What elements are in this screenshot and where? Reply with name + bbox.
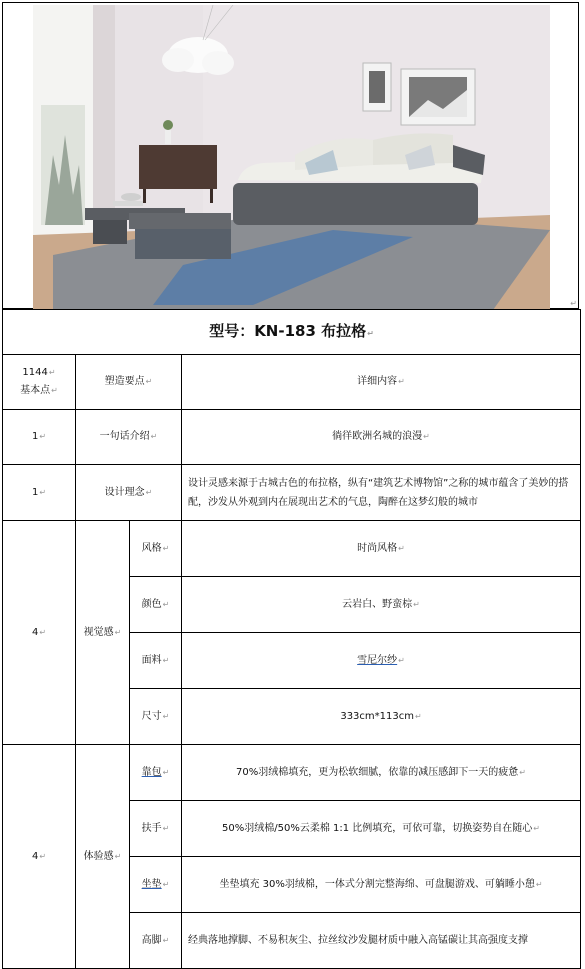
- header-count: 1144: [22, 367, 48, 378]
- group-num: 4: [31, 850, 39, 862]
- spec-table: [2, 309, 581, 969]
- paragraph-mark: ↵: [570, 299, 577, 308]
- table-row: 颜色↵ 云岩白、野蛮棕↵: [3, 577, 581, 633]
- row-num: 1: [31, 486, 39, 498]
- table-row: 4↵ 体验感↵ 靠包↵ 70%羽绒棉填充，更为松软细腻，依靠的减压感卸下一天的疲惫↵: [3, 745, 581, 801]
- row-point: 一句话介绍: [99, 431, 150, 442]
- table-row: 尺寸↵ 333cm*113cm↵: [3, 689, 581, 745]
- sub-detail: 云岩白、野蛮棕: [342, 598, 413, 610]
- header-count-cell: 1144↵ 基本点↵: [3, 355, 76, 410]
- sub-detail: 坐垫填充 30%羽绒棉，一体式分割完整海绵、可盘腿游戏、可躺睡小憩: [219, 878, 535, 890]
- sub-detail: 70%羽绒棉填充，更为松软细腻，依靠的减压感卸下一天的疲惫: [236, 766, 519, 778]
- sub-point: 坐垫: [141, 878, 162, 890]
- sub-point: 靠包: [141, 766, 162, 778]
- row-num: 1: [31, 431, 39, 442]
- living-room-illustration: [33, 5, 550, 310]
- title-row: 型号：KN-183 布拉格↵: [3, 310, 581, 355]
- row-detail: 徜徉欧洲名城的浪漫: [332, 431, 423, 442]
- table-row: 4↵ 视觉感↵ 风格↵ 时尚风格↵: [3, 521, 581, 577]
- sub-detail: 经典落地撑脚、不易积灰尘、拉丝纹沙发腿材质中融入高锰碳让其高强度支撑: [188, 935, 528, 946]
- product-photo-cell: [2, 2, 579, 309]
- sub-detail: 时尚风格: [357, 542, 398, 554]
- header-point-cell: 塑造要点↵: [76, 355, 182, 410]
- group-num: 4: [31, 626, 39, 638]
- row-detail: 设计灵感来源于古城古色的布拉格，纵有“建筑艺术博物馆”之称的城市蕴含了美妙的搭配，沙发从外观到内在展现出艺术的气息，陶醉在这梦幻般的城市: [188, 477, 569, 508]
- sub-detail: 50%羽绒棉/50%云柔棉 1:1 比例填充，可依可靠，切换姿势自在随心: [222, 822, 533, 834]
- product-photo: [33, 5, 550, 310]
- group-label: 视觉感: [83, 626, 114, 638]
- sub-point: 高脚: [141, 934, 162, 946]
- sub-point: 面料: [141, 654, 162, 666]
- sub-point: 尺寸: [141, 710, 162, 722]
- table-row: 扶手↵ 50%羽绒棉/50%云柔棉 1:1 比例填充，可依可靠，切换姿势自在随心↵: [3, 801, 581, 857]
- row-point: 设计理念: [104, 486, 145, 498]
- table-row: 坐垫↵ 坐垫填充 30%羽绒棉，一体式分割完整海绵、可盘腿游戏、可躺睡小憩↵: [3, 857, 581, 913]
- table-row: 面料↵ 雪尼尔纱↵: [3, 633, 581, 689]
- group-label: 体验感: [83, 850, 114, 862]
- table-row: 高脚↵ 经典落地撑脚、不易积灰尘、拉丝纹沙发腿材质中融入高锰碳让其高强度支撑: [3, 913, 581, 969]
- model-title: 型号：KN-183 布拉格: [209, 321, 367, 340]
- header-row: [3, 355, 581, 410]
- sub-point: 扶手: [141, 822, 162, 834]
- sub-detail: 333cm*113cm: [340, 710, 414, 722]
- header-detail-cell: 详细内容↵: [182, 355, 581, 410]
- table-row: 1↵ 一句话介绍↵ 徜徉欧洲名城的浪漫↵: [3, 410, 581, 465]
- table-row: 1↵ 设计理念↵ 设计灵感来源于古城古色的布拉格，纵有“建筑艺术博物馆”之称的城市蕴含了美妙的搭配，沙发从外观到内在展现出艺术的气息，陶醉在这梦幻般的城市: [3, 465, 581, 521]
- header-count-label: 基本点: [20, 385, 51, 396]
- sub-detail: 雪尼尔纱: [357, 654, 398, 666]
- sub-point: 风格: [141, 542, 162, 554]
- sub-point: 颜色: [141, 598, 162, 610]
